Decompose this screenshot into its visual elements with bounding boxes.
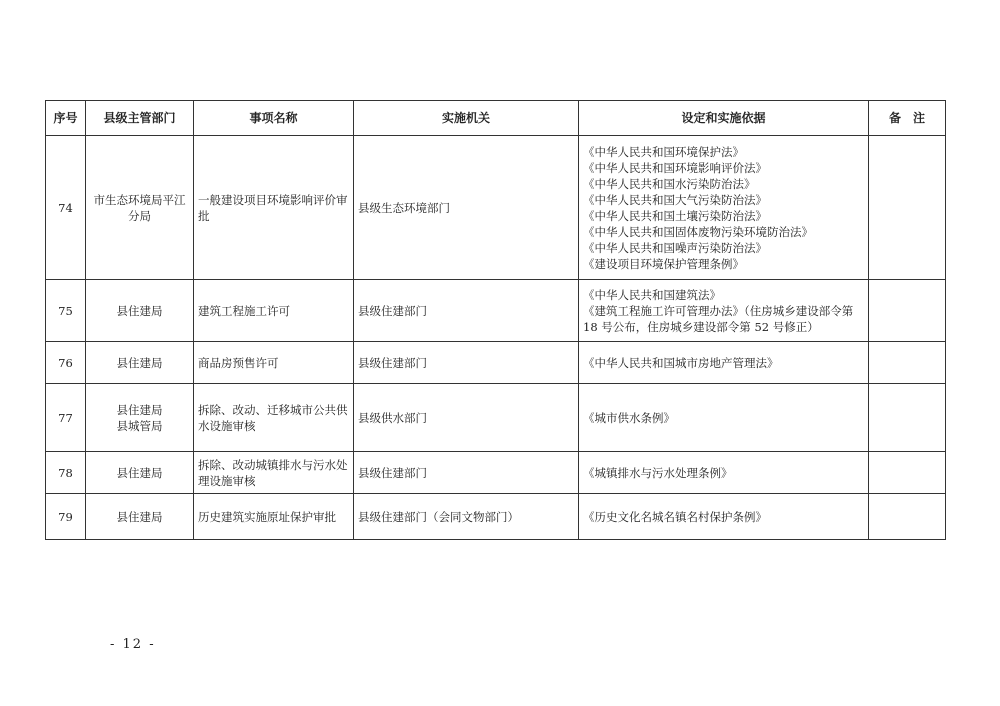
basis-line: 《中华人民共和国土壤污染防治法》 (583, 208, 767, 223)
dept-line: 县住建局 (116, 402, 163, 417)
cell-dept (86, 342, 194, 384)
header-dept: 县级主管部门 (86, 101, 194, 136)
cell-basis (579, 280, 869, 342)
cell-remark (869, 384, 946, 452)
cell-item: 拆除、改动、迁移城市公共供水设施审核 (194, 384, 354, 452)
cell-basis (579, 342, 869, 384)
basis-line: 《城镇排水与污水处理条例》 (583, 465, 733, 480)
cell-remark (869, 136, 946, 280)
basis-line: 《中华人民共和国大气污染防治法》 (583, 192, 767, 207)
cell-seq: 75 (46, 280, 86, 342)
header-basis: 设定和实施依据 (579, 101, 869, 136)
basis-line: 《历史文化名城名镇名村保护条例》 (583, 509, 767, 524)
basis-line: 《中华人民共和国固体废物污染环境防治法》 (583, 224, 813, 239)
cell-dept (86, 452, 194, 494)
cell-dept (86, 280, 194, 342)
basis-line: 《中华人民共和国噪声污染防治法》 (583, 240, 767, 255)
cell-remark (869, 494, 946, 540)
cell-dept (86, 136, 194, 280)
cell-dept (86, 384, 194, 452)
header-remark: 备 注 (869, 101, 946, 136)
cell-item: 商品房预售许可 (194, 342, 354, 384)
table-row (46, 136, 946, 280)
header-org: 实施机关 (354, 101, 579, 136)
table-row (46, 452, 946, 494)
dept-line: 县城管局 (116, 418, 163, 433)
cell-dept (86, 494, 194, 540)
basis-line: 《中华人民共和国水污染防治法》 (583, 176, 756, 191)
table-row (46, 342, 946, 384)
cell-basis (579, 136, 869, 280)
cell-item: 建筑工程施工许可 (194, 280, 354, 342)
cell-basis (579, 452, 869, 494)
cell-seq: 78 (46, 452, 86, 494)
cell-seq: 76 (46, 342, 86, 384)
basis-line: 《中华人民共和国城市房地产管理法》 (583, 355, 779, 370)
cell-org: 县级住建部门 (354, 452, 579, 494)
cell-item: 一般建设项目环境影响评价审批 (194, 136, 354, 280)
dept-line: 县住建局 (116, 355, 163, 370)
cell-org: 县级住建部门（会同文物部门） (354, 494, 579, 540)
cell-basis (579, 384, 869, 452)
table-row (46, 384, 946, 452)
dept-line: 市生态环境局平江分局 (93, 192, 186, 223)
header-item: 事项名称 (194, 101, 354, 136)
cell-item: 历史建筑实施原址保护审批 (194, 494, 354, 540)
dept-line: 县住建局 (116, 303, 163, 318)
cell-remark (869, 342, 946, 384)
basis-line: 《建设项目环境保护管理条例》 (583, 256, 744, 271)
basis-line: 《城市供水条例》 (583, 410, 675, 425)
cell-org: 县级住建部门 (354, 280, 579, 342)
cell-basis (579, 494, 869, 540)
basis-line: 《中华人民共和国环境保护法》 (583, 144, 744, 159)
table-row (46, 280, 946, 342)
cell-seq: 77 (46, 384, 86, 452)
cell-item: 拆除、改动城镇排水与污水处理设施审核 (194, 452, 354, 494)
basis-line: 《建筑工程施工许可管理办法》（住房城乡建设部令第 18 号公布，住房城乡建设部令第 52 号修正） (583, 303, 854, 334)
cell-seq: 74 (46, 136, 86, 280)
cell-org: 县级生态环境部门 (354, 136, 579, 280)
cell-remark (869, 452, 946, 494)
dept-line: 县住建局 (116, 509, 163, 524)
basis-line: 《中华人民共和国建筑法》 (583, 287, 721, 302)
basis-line: 《中华人民共和国环境影响评价法》 (583, 160, 767, 175)
dept-line: 县住建局 (116, 465, 163, 480)
table-row (46, 494, 946, 540)
cell-org: 县级住建部门 (354, 342, 579, 384)
page-number: - 12 - (110, 637, 156, 652)
table-header-row (46, 101, 946, 136)
cell-seq: 79 (46, 494, 86, 540)
cell-remark (869, 280, 946, 342)
items-table (45, 100, 946, 540)
cell-org: 县级供水部门 (354, 384, 579, 452)
header-seq: 序号 (46, 101, 86, 136)
